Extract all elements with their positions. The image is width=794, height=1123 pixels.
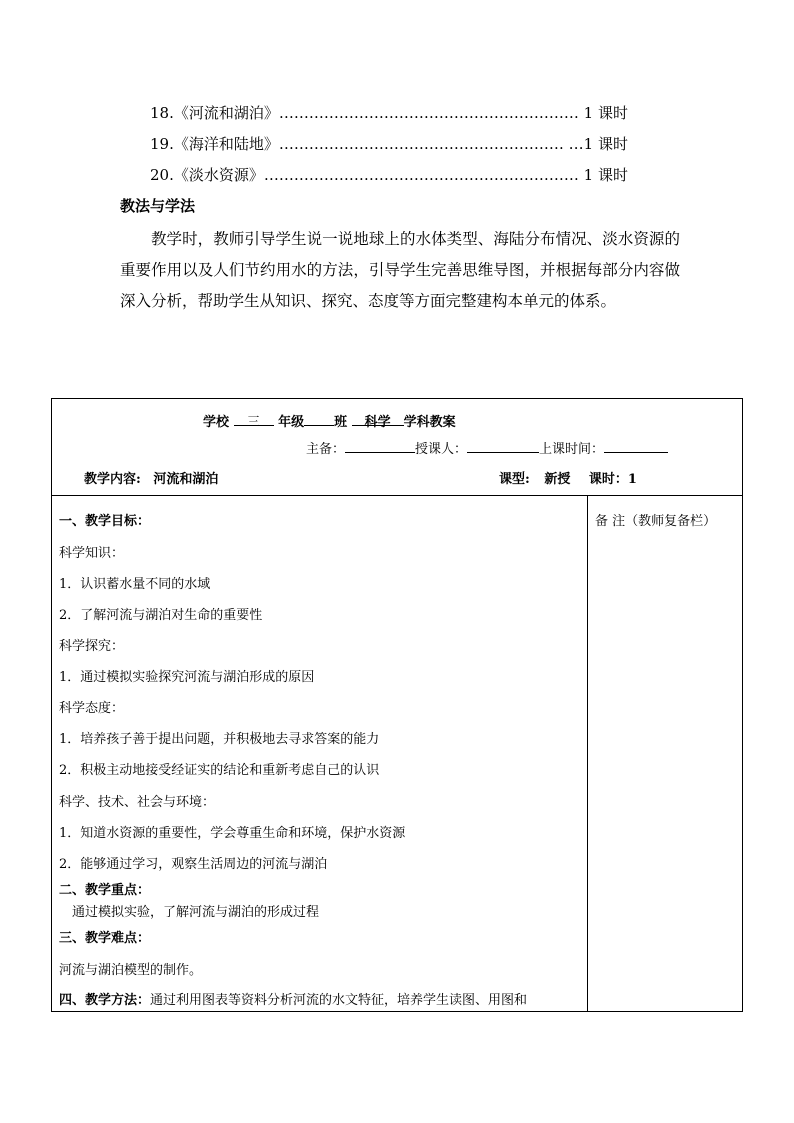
staff-line — [306, 438, 668, 457]
toc-dots: ……………………………………………………… — [263, 166, 579, 184]
type-line — [499, 468, 637, 487]
notes-column-divider — [587, 496, 588, 1011]
inquiry-label: 科学探究： — [59, 639, 125, 654]
toc-dots: ………………………………………………… — [278, 135, 564, 153]
class-label: 班 — [334, 415, 348, 430]
knowledge-item: 1．认识蓄水量不同的水域 — [59, 577, 211, 592]
subject-value: 科学 — [352, 411, 404, 426]
time-blank — [604, 438, 668, 453]
knowledge-item: 2．了解河流与湖泊对生命的重要性 — [59, 608, 263, 623]
toc-line — [150, 164, 628, 185]
key-heading: 二、教学重点： — [59, 883, 151, 898]
sts-item: 2．能够通过学习，观察生活周边的河流与湖泊 — [59, 857, 328, 872]
knowledge-label: 科学知识： — [59, 546, 125, 561]
approach-line — [59, 989, 527, 1008]
difficult-heading: 三、教学难点： — [59, 931, 151, 946]
toc-number: 19. — [150, 135, 174, 153]
sts-item: 1．知道水资源的重要性，学会尊重生命和环境，保护水资源 — [59, 826, 406, 841]
class-blank — [304, 411, 334, 426]
toc-hours: …1 课时 — [563, 135, 628, 153]
toc-line — [150, 102, 628, 123]
difficult-text: 河流与湖泊模型的制作。 — [59, 963, 203, 978]
title-line — [203, 411, 456, 430]
content-label: 教学内容: — [84, 472, 141, 487]
toc-hours: 1 课时 — [578, 104, 628, 122]
prep-label: 主备： — [306, 442, 346, 457]
toc-title: 《河流和湖泊》 — [173, 104, 279, 122]
method-heading: 教法与学法 — [120, 197, 196, 215]
attitude-item: 1．培养孩子善于提出问题，并积极地去寻求答案的能力 — [59, 732, 380, 747]
school-label: 学校 — [203, 415, 230, 430]
approach-heading: 四、教学方法： — [59, 993, 151, 1008]
table-divider — [51, 495, 743, 496]
prep-blank — [345, 438, 415, 453]
toc-dots: …………………………………………………… — [278, 104, 579, 122]
grade-label: 年级 — [278, 415, 305, 430]
grade-value: 三 — [234, 411, 274, 426]
hours-label: 课时：1 — [588, 472, 637, 487]
attitude-item: 2．积极主动地接受经证实的结论和重新考虑自己的认识 — [59, 763, 380, 778]
toc-number: 18. — [150, 104, 174, 122]
time-label: 上课时间： — [539, 442, 605, 457]
inquiry-item: 1．通过模拟实验探究河流与湖泊形成的原因 — [59, 670, 315, 685]
type-value: 新授 — [544, 472, 571, 487]
sts-label: 科学、技术、社会与环境： — [59, 795, 216, 810]
teacher-blank — [467, 438, 539, 453]
toc-title: 《淡水资源》 — [173, 166, 264, 184]
content-value: 河流和湖泊 — [153, 472, 219, 487]
toc-hours: 1 课时 — [578, 166, 628, 184]
goals-heading: 一、教学目标： — [59, 514, 151, 529]
approach-text: 通过利用图表等资料分析河流的水文特征，培养学生读图、用图和 — [150, 993, 528, 1008]
key-text: 通过模拟实验，了解河流与湖泊的形成过程 — [72, 905, 320, 920]
toc-line — [150, 133, 628, 154]
type-label: 课型: — [499, 472, 530, 487]
toc-title: 《海洋和陆地》 — [173, 135, 279, 153]
toc-number: 20. — [150, 166, 174, 184]
subject-label: 学科教案 — [403, 415, 456, 430]
teacher-label: 授课人： — [415, 442, 468, 457]
notes-title: 备 注（教师复备栏） — [595, 514, 717, 529]
attitude-label: 科学态度： — [59, 701, 125, 716]
content-line — [84, 468, 218, 487]
method-paragraph: 教学时，教师引导学生说一说地球上的水体类型、海陆分布情况、淡水资源的重要作用以及人们节约用水的方法，引导学生完善思维导图，并根据每部分内容做深入分析，帮助学生从知识、探究、态度等方面完整建构本单元的体系。 — [120, 230, 680, 310]
